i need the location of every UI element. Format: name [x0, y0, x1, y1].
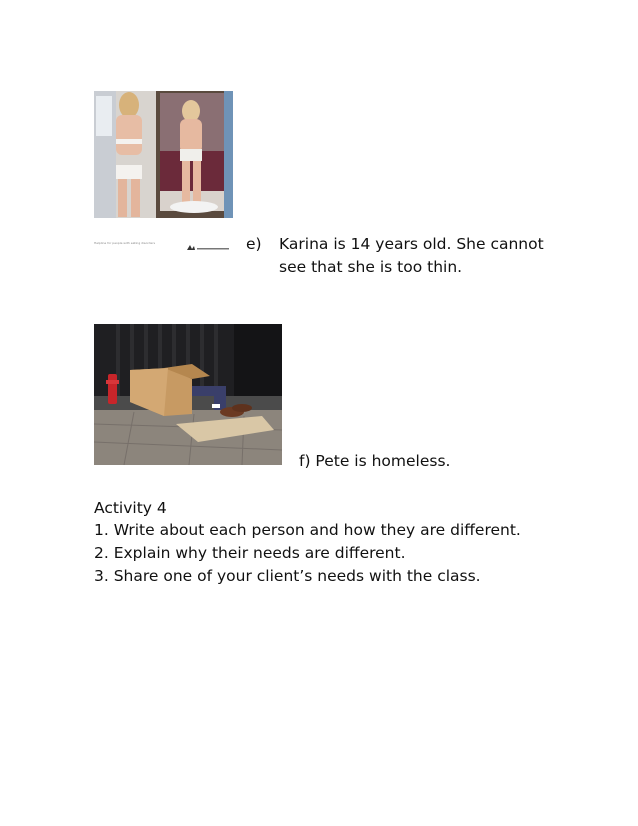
- mirror-photo: [94, 91, 233, 218]
- charity-logo: [186, 237, 230, 245]
- item-e-marker: e): [246, 235, 262, 253]
- mirror-photo-image: [94, 91, 233, 218]
- item-e-line1: Karina is 14 years old. She cannot: [279, 235, 544, 253]
- homeless-photo-image: [94, 324, 282, 465]
- activity-step-3: 3. Share one of your client’s needs with the class.: [94, 567, 481, 585]
- homeless-photo: [94, 324, 282, 465]
- item-e-line2: see that she is too thin.: [279, 258, 463, 276]
- item-f-text: f) Pete is homeless.: [299, 452, 451, 470]
- activity-step-1: 1. Write about each person and how they are different.: [94, 521, 521, 539]
- activity-title: Activity 4: [94, 499, 167, 517]
- activity-step-2: 2. Explain why their needs are different.: [94, 544, 406, 562]
- image-caption: Helpline for people with eating disorders: [94, 241, 156, 245]
